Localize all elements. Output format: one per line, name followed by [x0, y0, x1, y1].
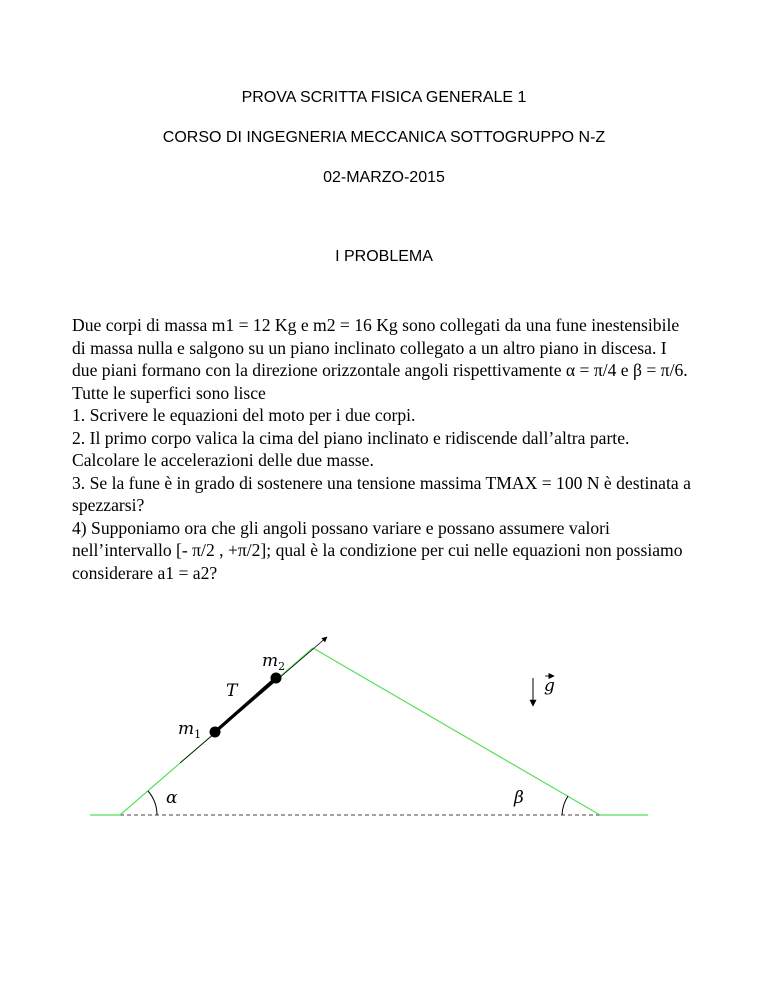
m2-label: $m_2$ — [262, 651, 286, 673]
problem-line: di massa nulla e salgono su un piano inclinato collegato a un altro piano in discesa. I — [72, 337, 667, 358]
beta-angle-arc — [562, 796, 568, 815]
inclined-planes-diagram — [0, 620, 768, 840]
question-3: 3. Se la fune è in grado di sostenere una tensione massima TMAX = 100 N è destinata a — [72, 472, 691, 493]
mass-m1 — [210, 727, 221, 738]
problem-line: Due corpi di massa m1 = 12 Kg e m2 = 16 Kg sono collegati da una fune inestensibile — [72, 315, 680, 335]
problem-statement — [72, 314, 712, 584]
question-1: 1. Scrivere le equazioni del moto per i due corpi. — [72, 405, 416, 425]
exam-date: 02-MARZO-2015 — [323, 169, 445, 186]
document-title: PROVA SCRITTA FISICA GENERALE 1 — [241, 89, 527, 106]
problem-line: Tutte le superfici sono lisce — [72, 382, 266, 403]
problem-heading: I PROBLEMA — [335, 248, 433, 265]
problem-line: due piani formano con la direzione orizzontale angoli rispettivamente α = π/4 e β = π/6. — [72, 360, 688, 380]
course-name: CORSO DI INGEGNERIA MECCANICA SOTTOGRUPPO N-Z — [162, 129, 606, 146]
mass-m2 — [271, 673, 282, 684]
question-4-cont: nell’intervallo [- π/2 , +π/2]; qual è la condizione per cui nelle equazioni non possiamo — [72, 540, 683, 560]
alpha-label: α — [166, 788, 178, 808]
question-4-end: considerare a1 = a2? — [72, 562, 218, 583]
question-2: 2. Il primo corpo valica la cima del piano inclinato e ridiscende dall’altra parte. — [72, 427, 630, 448]
rope — [215, 678, 276, 732]
tension-label: T — [226, 681, 238, 701]
m1-label: $m_1$ — [178, 719, 202, 741]
beta-label: β — [514, 788, 524, 808]
right-inclined-plane — [313, 648, 600, 815]
question-3-cont: spezzarsi? — [72, 495, 145, 515]
gravity-label: g — [544, 676, 555, 696]
question-4: 4) Supponiamo ora che gli angoli possano variare e possano assumere valori — [72, 517, 610, 538]
question-2-cont: Calcolare le accelerazioni delle due masse. — [72, 450, 374, 470]
alpha-angle-arc — [148, 791, 157, 815]
